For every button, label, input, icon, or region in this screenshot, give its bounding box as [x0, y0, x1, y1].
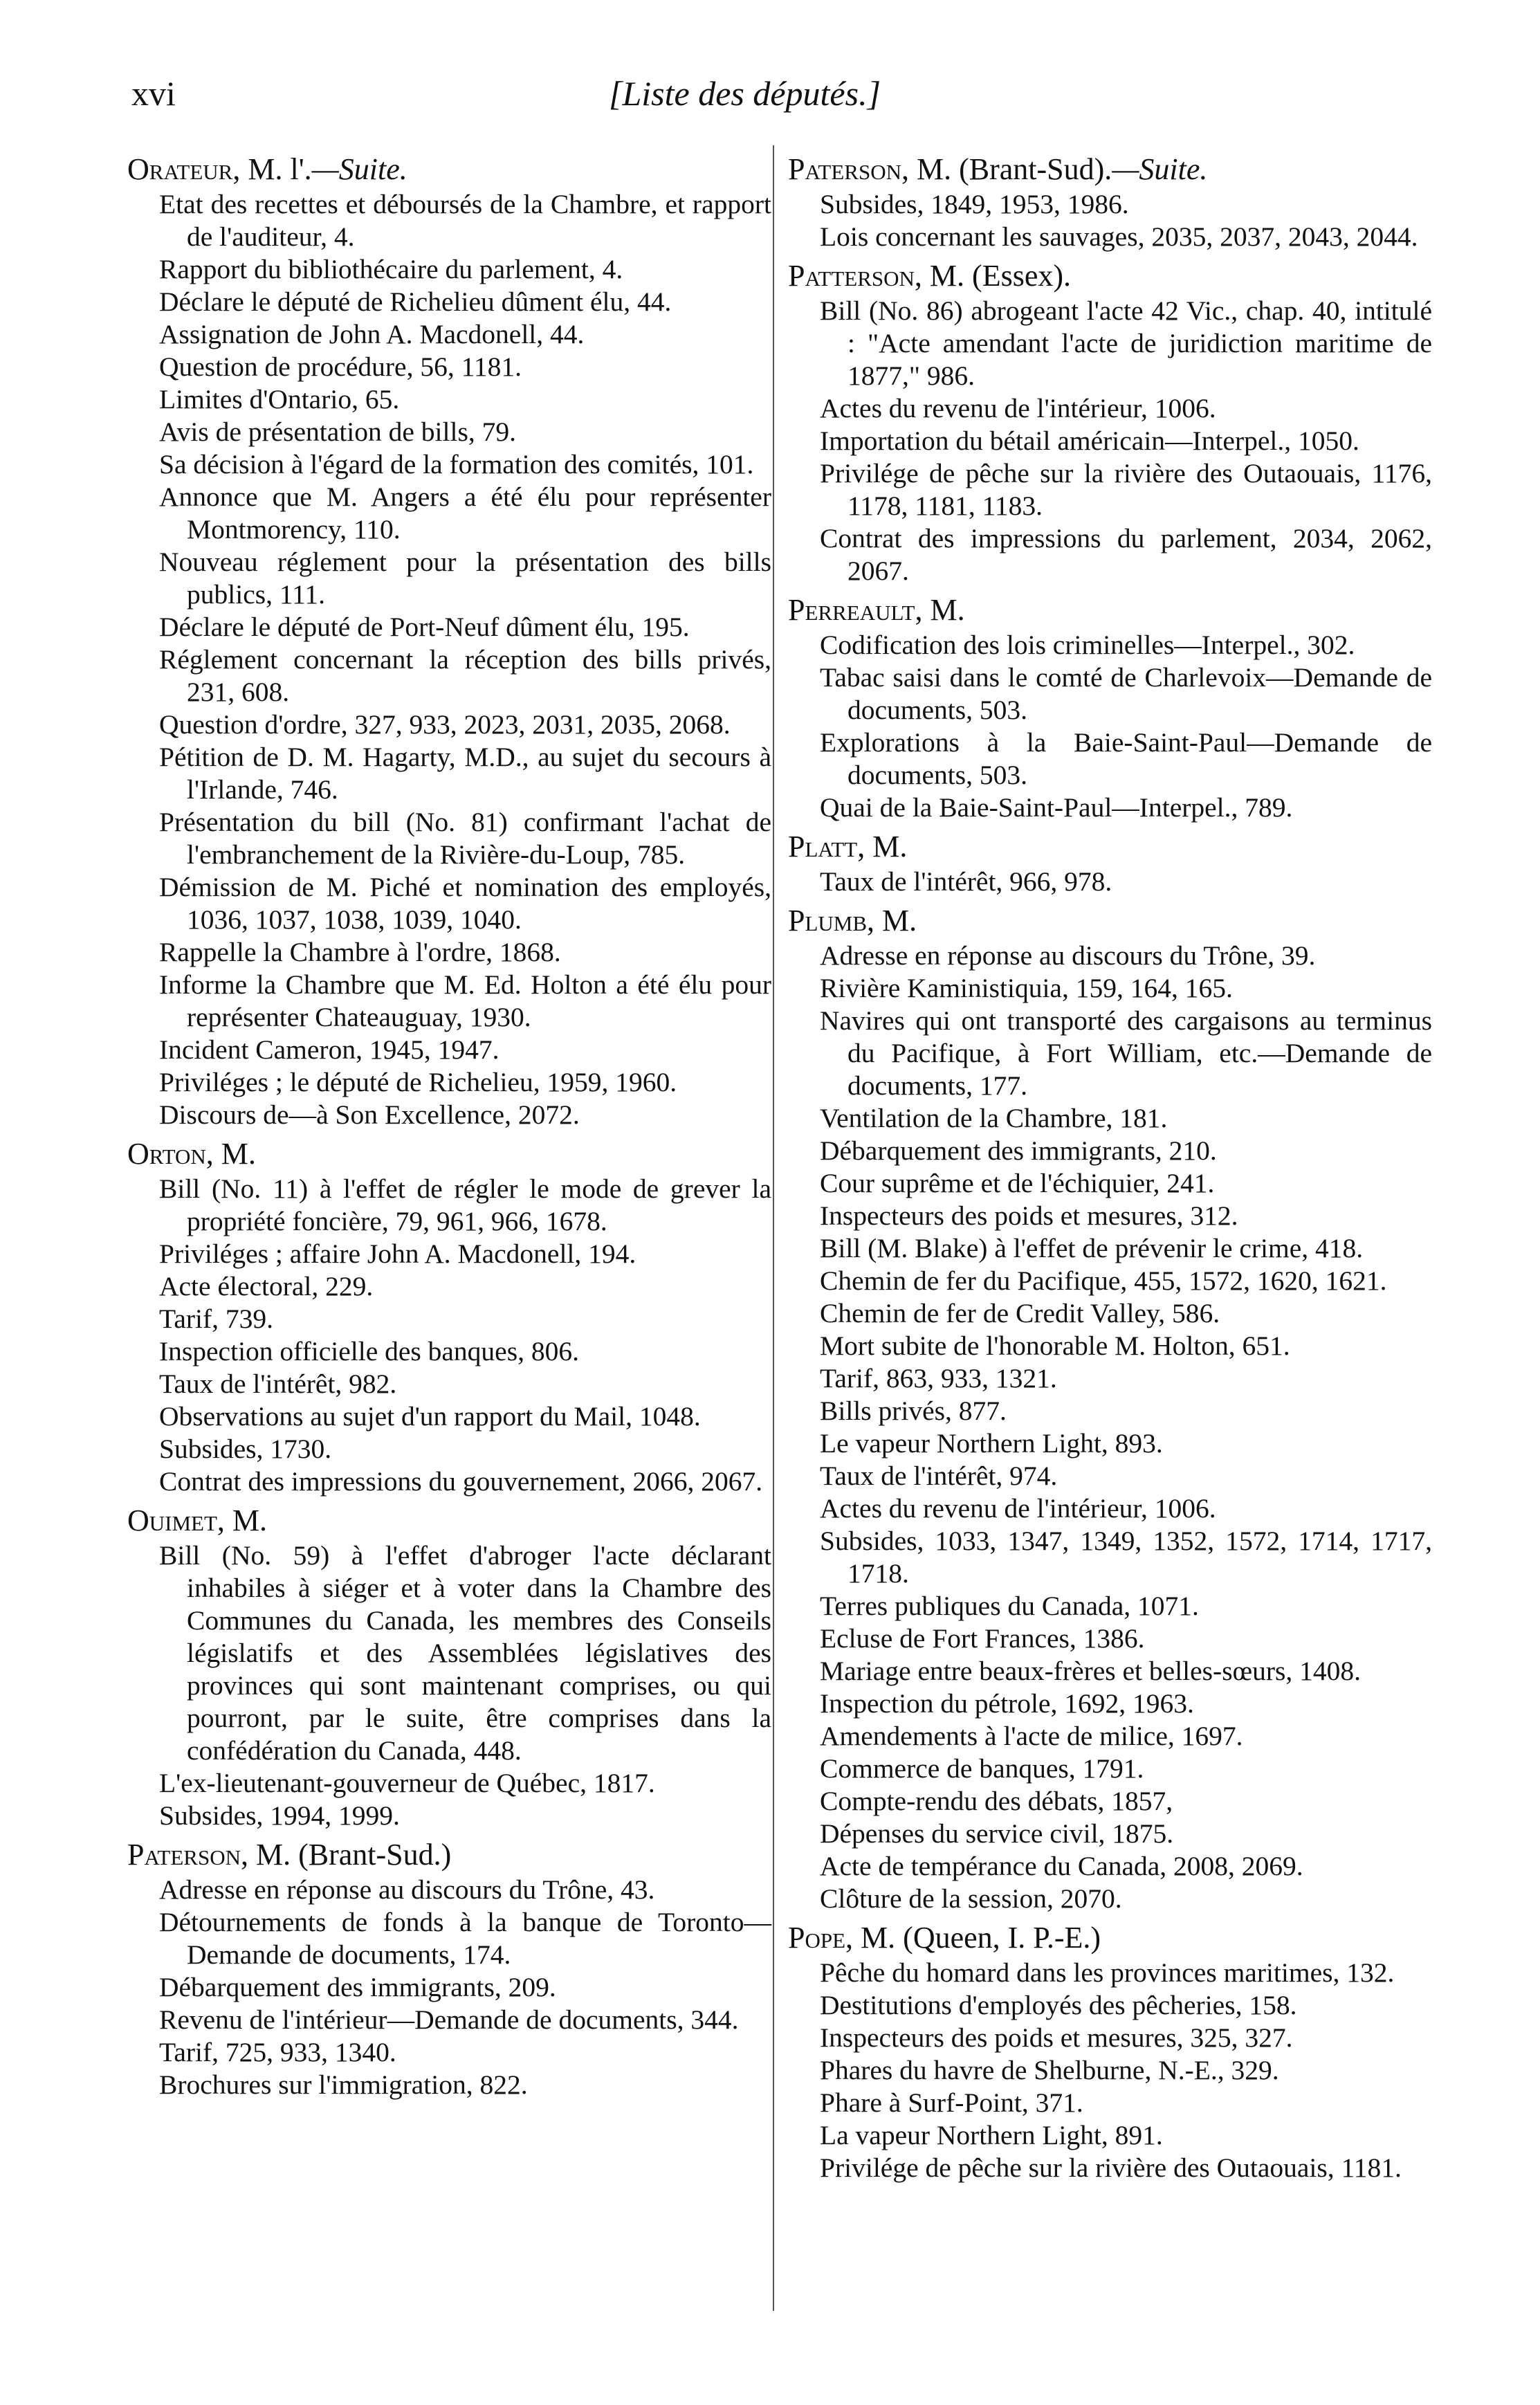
- index-entry: Tarif, 739.: [159, 1304, 274, 1334]
- member-block: [785, 828, 1432, 898]
- index-entry: L'ex-lieutenant-gouverneur de Québec, 1817.: [159, 1768, 655, 1798]
- index-entry: Bill (No. 59) à l'effet d'abroger l'acte déclarant inhabiles à siéger et à voter dans la Chambre des Communes du Canada, les membres des Conseils législatifs et des Assemblées législatives des provinces qui sont maintenant comprises, ou qui pourront, par le suite, être comprises dans la confédération du Canada, 448.: [159, 1540, 771, 1766]
- index-entry: Destitutions d'employés des pêcheries, 158.: [820, 1990, 1297, 2020]
- index-entry: Pêche du homard dans les provinces maritimes, 132.: [820, 1957, 1395, 1988]
- index-entry: Ventilation de la Chambre, 181.: [820, 1103, 1168, 1133]
- index-entry: Chemin de fer de Credit Valley, 586.: [820, 1298, 1220, 1328]
- index-entry: Adresse en réponse au discours du Trône, 39.: [820, 940, 1316, 971]
- index-entry: La vapeur Northern Light, 891.: [820, 2120, 1163, 2150]
- member-name: [788, 257, 1432, 295]
- member-surname: Ouimet,: [127, 1503, 225, 1537]
- member-name: [788, 1919, 1432, 1957]
- page-header: [0, 69, 1540, 131]
- index-entry: Sa décision à l'égard de la formation des comités, 101.: [159, 449, 754, 479]
- member-title: M. l'.: [240, 152, 312, 186]
- index-entry: Inspection du pétrole, 1692, 1963.: [820, 1688, 1194, 1719]
- index-entry: Subsides, 1730.: [159, 1434, 332, 1464]
- column-divider: [773, 145, 774, 2311]
- index-entry: Discours de—à Son Excellence, 2072.: [159, 1099, 580, 1130]
- index-entry: Présentation du bill (No. 81) confirmant l'achat de l'embranchement de la Rivière-du-Loup, 785.: [159, 807, 771, 870]
- member-name: [127, 151, 771, 188]
- page-number: xvi: [131, 74, 176, 113]
- member-surname: Orateur,: [127, 152, 241, 186]
- member-title: M. (Queen, I. P.-E.): [853, 1921, 1101, 1955]
- member-name: [788, 828, 1432, 866]
- index-entry: Subsides, 1994, 1999.: [159, 1800, 400, 1831]
- left-column: [125, 151, 771, 2105]
- index-entry: Rivière Kaministiquia, 159, 164, 165.: [820, 973, 1233, 1003]
- index-entry: Tarif, 863, 933, 1321.: [820, 1363, 1057, 1393]
- member-title: M. (Brant-Sud.): [248, 1838, 452, 1872]
- index-entry: Priviléges ; le député de Richelieu, 1959, 1960.: [159, 1067, 677, 1097]
- index-entry: Taux de l'intérêt, 982.: [159, 1369, 397, 1399]
- index-entry: Le vapeur Northern Light, 893.: [820, 1428, 1163, 1458]
- index-entry: Explorations à la Baie-Saint-Paul—Demande de documents, 503.: [820, 727, 1432, 790]
- index-entry: Acte de tempérance du Canada, 2008, 2069.: [820, 1851, 1303, 1881]
- member-block: [785, 257, 1432, 587]
- member-title: M.: [224, 1503, 268, 1537]
- index-entry: Privilége de pêche sur la rivière des Outaouais, 1176, 1178, 1181, 1183.: [820, 458, 1432, 521]
- index-entry: Quai de la Baie-Saint-Paul—Interpel., 789.: [820, 792, 1293, 823]
- member-block: [785, 902, 1432, 1915]
- index-entry: Codification des lois criminelles—Interpel., 302.: [820, 630, 1355, 660]
- index-entry: Détournements de fonds à la banque de Toronto—Demande de documents, 174.: [159, 1907, 771, 1970]
- running-title: [Liste des députés.]: [609, 74, 881, 113]
- member-surname: Paterson,: [788, 152, 909, 186]
- index-entry: Dépenses du service civil, 1875.: [820, 1818, 1174, 1849]
- index-entry: Clôture de la session, 2070.: [820, 1883, 1122, 1914]
- index-entry: Réglement concernant la réception des bills privés, 231, 608.: [159, 644, 771, 707]
- member-surname: Platt,: [788, 830, 865, 863]
- index-entry: Actes du revenu de l'intérieur, 1006.: [820, 1493, 1216, 1524]
- member-title: M.: [922, 593, 965, 627]
- member-name: [788, 902, 1432, 940]
- index-entry: Limites d'Ontario, 65.: [159, 384, 400, 414]
- index-entry: Bill (No. 11) à l'effet de régler le mode de grever la propriété foncière, 79, 961, 966, 1678.: [159, 1173, 771, 1236]
- index-entry: Annonce que M. Angers a été élu pour représenter Montmorency, 110.: [159, 482, 771, 545]
- index-entry: Inspecteurs des poids et mesures, 312.: [820, 1200, 1238, 1231]
- index-entry: Contrat des impressions du parlement, 2034, 2062, 2067.: [820, 523, 1432, 586]
- index-entry: Lois concernant les sauvages, 2035, 2037, 2043, 2044.: [820, 221, 1418, 252]
- index-entry: Bill (M. Blake) à l'effet de prévenir le crime, 418.: [820, 1233, 1364, 1263]
- index-entry: Chemin de fer du Pacifique, 455, 1572, 1620, 1621.: [820, 1265, 1387, 1296]
- member-name: [127, 1502, 771, 1539]
- index-entry: Débarquement des immigrants, 209.: [159, 1972, 556, 2002]
- member-surname: Plumb,: [788, 904, 875, 938]
- index-entry: Compte-rendu des débats, 1857,: [820, 1786, 1173, 1816]
- index-entry: Question de procédure, 56, 1181.: [159, 351, 522, 382]
- member-block: [125, 1502, 771, 1832]
- member-name: [127, 1135, 771, 1173]
- index-entry: Adresse en réponse au discours du Trône, 43.: [159, 1874, 655, 1905]
- index-entry: Brochures sur l'immigration, 822.: [159, 2069, 528, 2100]
- index-entry: Rappelle la Chambre à l'ordre, 1868.: [159, 937, 561, 967]
- member-surname: Patterson,: [788, 259, 922, 293]
- index-entry: Observations au sujet d'un rapport du Mail, 1048.: [159, 1401, 701, 1432]
- member-surname: Pope,: [788, 1921, 854, 1955]
- index-entry: Déclare le député de Port-Neuf dûment élu, 195.: [159, 612, 690, 642]
- index-entry: Tabac saisi dans le comté de Charlevoix—Demande de documents, 503.: [820, 662, 1432, 725]
- member-name: [127, 1836, 771, 1874]
- index-entry: Assignation de John A. Macdonell, 44.: [159, 319, 585, 349]
- index-entry: Question d'ordre, 327, 933, 2023, 2031, 2035, 2068.: [159, 709, 731, 740]
- index-entry: Mariage entre beaux-frères et belles-sœurs, 1408.: [820, 1656, 1361, 1686]
- member-surname: Orton,: [127, 1137, 214, 1171]
- member-block: [125, 1836, 771, 2101]
- index-entry: Informe la Chambre que M. Ed. Holton a été élu pour représenter Chateauguay, 1930.: [159, 969, 771, 1032]
- index-entry: Taux de l'intérêt, 966, 978.: [820, 866, 1112, 897]
- member-suffix: —Suite.: [311, 152, 407, 186]
- index-entry: Taux de l'intérêt, 974.: [820, 1461, 1058, 1491]
- index-entry: Avis de présentation de bills, 79.: [159, 417, 516, 447]
- member-block: [785, 592, 1432, 824]
- member-block: [785, 1919, 1432, 2184]
- member-block: [125, 1135, 771, 1498]
- index-entry: Débarquement des immigrants, 210.: [820, 1135, 1217, 1166]
- index-entry: Acte électoral, 229.: [159, 1271, 374, 1301]
- index-entry: Importation du bétail américain—Interpel., 1050.: [820, 426, 1359, 456]
- index-entry: Contrat des impressions du gouvernement, 2066, 2067.: [159, 1466, 763, 1497]
- member-title: M.: [213, 1137, 256, 1171]
- index-entry: Cour suprême et de l'échiquier, 241.: [820, 1168, 1215, 1198]
- member-name: [788, 592, 1432, 629]
- index-entry: Amendements à l'acte de milice, 1697.: [820, 1721, 1243, 1751]
- index-entry: Bill (No. 86) abrogeant l'acte 42 Vic., chap. 40, intitulé : "Acte amendant l'acte de juridiction maritime de 1877," 986.: [820, 295, 1432, 391]
- member-suffix: —Suite.: [1112, 152, 1208, 186]
- member-block: [785, 151, 1432, 253]
- index-entry: Démission de M. Piché et nomination des employés, 1036, 1037, 1038, 1039, 1040.: [159, 872, 771, 935]
- index-entry: Déclare le député de Richelieu dûment élu, 44.: [159, 286, 672, 317]
- member-title: M. (Essex).: [922, 259, 1072, 293]
- index-entry: Mort subite de l'honorable M. Holton, 651.: [820, 1330, 1290, 1361]
- index-entry: Ecluse de Fort Frances, 1386.: [820, 1623, 1145, 1654]
- index-entry: Subsides, 1033, 1347, 1349, 1352, 1572, 1714, 1717, 1718.: [820, 1526, 1432, 1589]
- member-title: M.: [865, 830, 908, 863]
- index-entry: Inspecteurs des poids et mesures, 325, 327.: [820, 2022, 1293, 2053]
- member-title: M. (Brant-Sud).: [909, 152, 1112, 186]
- index-entry: Phares du havre de Shelburne, N.-E., 329.: [820, 2055, 1279, 2085]
- index-entry: Incident Cameron, 1945, 1947.: [159, 1034, 499, 1065]
- member-surname: Paterson,: [127, 1838, 248, 1872]
- index-entry: Revenu de l'intérieur—Demande de documents, 344.: [159, 2004, 739, 2035]
- index-entry: Actes du revenu de l'intérieur, 1006.: [820, 393, 1216, 423]
- index-entry: Terres publiques du Canada, 1071.: [820, 1591, 1199, 1621]
- index-entry: Subsides, 1849, 1953, 1986.: [820, 189, 1129, 219]
- index-entry: Pétition de D. M. Hagarty, M.D., au sujet du secours à l'Irlande, 746.: [159, 742, 771, 805]
- member-title: M.: [874, 904, 917, 938]
- index-entry: Rapport du bibliothécaire du parlement, 4.: [159, 254, 623, 284]
- index-entry: Etat des recettes et déboursés de la Chambre, et rapport de l'auditeur, 4.: [159, 189, 771, 252]
- index-entry: Privilége de pêche sur la rivière des Outaouais, 1181.: [820, 2152, 1402, 2183]
- index-entry: Navires qui ont transporté des cargaisons au terminus du Pacifique, à Fort William, etc.—Demande de documents, 177.: [820, 1005, 1432, 1101]
- index-entry: Commerce de banques, 1791.: [820, 1753, 1144, 1784]
- index-entry: Tarif, 725, 933, 1340.: [159, 2037, 396, 2067]
- index-entry: Priviléges ; affaire John A. Macdonell, 194.: [159, 1238, 636, 1269]
- member-block: [125, 151, 771, 1131]
- member-surname: Perreault,: [788, 593, 923, 627]
- index-entry: Nouveau réglement pour la présentation des bills publics, 111.: [159, 547, 771, 610]
- index-entry: Inspection officielle des banques, 806.: [159, 1336, 579, 1366]
- member-name: [788, 151, 1432, 188]
- right-column: [785, 151, 1432, 2188]
- index-entry: Phare à Surf-Point, 371.: [820, 2087, 1083, 2118]
- index-entry: Bills privés, 877.: [820, 1396, 1007, 1426]
